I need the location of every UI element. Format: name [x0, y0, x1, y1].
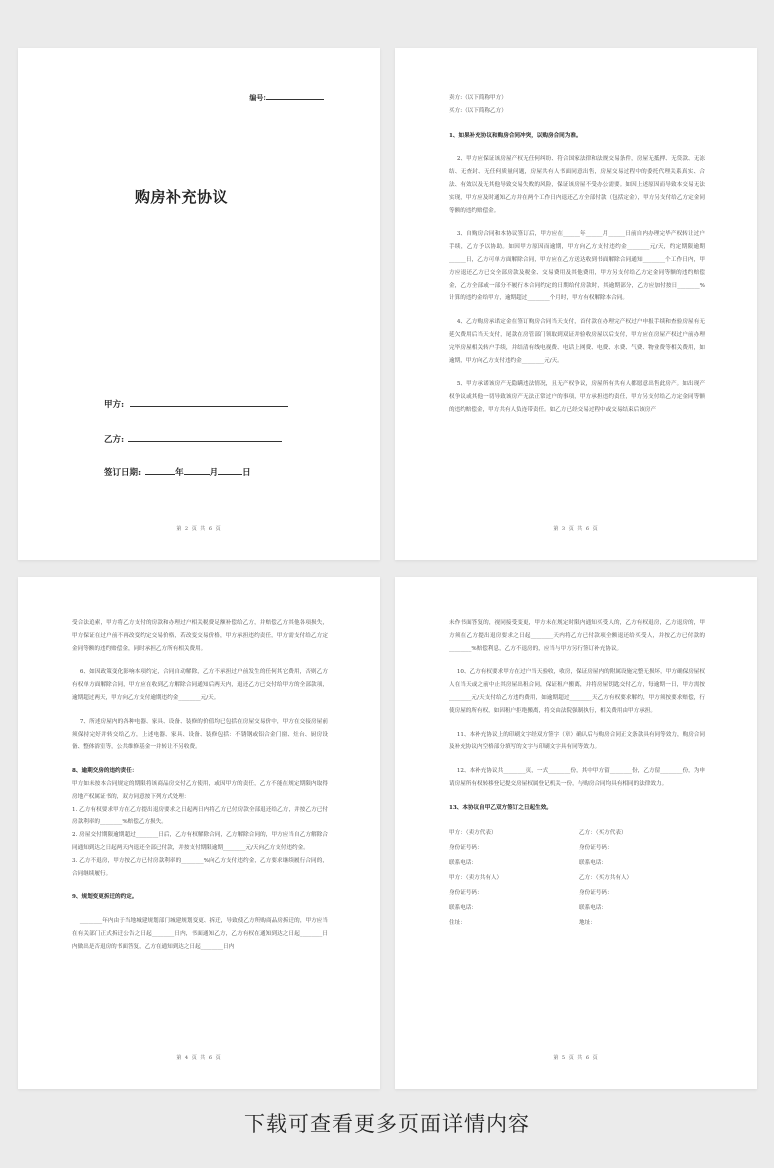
party-b-field — [104, 433, 282, 445]
party-b-line — [128, 433, 282, 442]
sig-buyer-coowner-id: 身份证号码： — [579, 889, 613, 896]
party-b-label: 乙方: — [104, 435, 125, 445]
sig-seller-coowner: 甲方：（卖方共有人） — [449, 874, 503, 881]
clause-8-intro: 甲方如未按本合同规定的期限将该商品房交付乙方使用，或因甲方的责任，乙方不能在规定期限内取得房地产权属证书的，双方同意按下列方式处理： — [72, 780, 328, 800]
page-body — [72, 617, 328, 965]
page-footer: 第 5 页 共 6 页 — [553, 1055, 599, 1061]
clause-9-body: ________年内由于当地城建规划部门城建规划变更、拆迁，导致使乙方所购商品房拆迁的，甲方应当在有关部门正式拆迁公告之日起________日内，书面通知乙方，乙方有权在通知到达之日起________日内做出是否退房的书面答复，乙方在通知到达之日起________日内 — [72, 918, 328, 950]
document-page-cover — [18, 48, 380, 560]
page-footer: 第 4 页 共 6 页 — [176, 1055, 222, 1061]
page-footer: 第 2 页 共 6 页 — [176, 526, 222, 532]
clause-1: 1、如果补充协议和购房合同冲突，以购房合同为准。 — [449, 132, 582, 139]
sig-buyer-address: 地址： — [579, 919, 596, 926]
clause-11: 11、本补充协议上的印刷文字经双方签字（章）确认后与购房合同正文条款具有同等效力，购房合同及补充协议内空格部分填写的文字与印刷文字具有同等效力。 — [449, 731, 705, 751]
sig-buyer-rep: 乙方：（买方代表） — [579, 829, 627, 836]
clause-9-continued: 未作书面答复的，视同接受变更，甲方未在规定时限内通知买受人的，乙方有权退房，乙方退房的，甲方须在乙方提出退房要求之日起________天内将乙方已付款项全额退还给买受人，并按乙方已付款的________%赔偿利息，乙方不退房的，应当与甲方另行签订补充协议。 — [449, 620, 705, 652]
month-line — [184, 466, 210, 475]
sig-seller-address: 住址： — [449, 919, 466, 926]
clause-8-item-1: 1. 乙方有权要求甲方在乙方提出退房要求之日起两日内将乙方已付房款全部退还给乙方，并按乙方已付房款利率的________%赔偿乙方损失。 — [72, 806, 328, 826]
year-line — [145, 466, 175, 475]
page-body — [449, 92, 705, 428]
document-page-3 — [18, 577, 380, 1089]
document-page-2 — [395, 48, 757, 560]
sign-date-label: 签订日期: — [104, 468, 142, 478]
signature-block — [449, 826, 705, 931]
clause-5-continued: 受合法追索，甲方将乙方支付的房款和办理过户相关税费足额补偿给乙方，并赔偿乙方其他各项损失，甲方保证在过户前不再改变约定交易价格，若改变交易价格，甲方承担违约责任，甲方需支付给乙方定金同等额的违约赔偿金，同时承担乙方所有相关费用。 — [72, 620, 328, 652]
page-footer: 第 3 页 共 6 页 — [553, 526, 599, 532]
sig-seller-rep: 甲方：（卖方代表） — [449, 829, 497, 836]
clause-7: 7、所述房屋内的各种电器、家具、设备、装修的价值均已包括在房屋交易价中，甲方在交接房屋前须保持完好并转交给乙方，上述电器、家具、设备、装修包括：不锈钢或铝合金门窗、灶台、厨房设备、整体浴室等，公共维修基金一并转让不另收费。 — [72, 718, 328, 751]
sig-seller-id: 身份证号码： — [449, 844, 483, 851]
clause-2: 2、甲方应保证该房屋产权无任何纠纷、符合国家法律和法规交易条件，房屋无抵押、无贷款、无冻结、无查封、无任何质量问题，房屋共有人书面同意出售，房屋交易过程中的委托代理关系真实、合法、有效以及无其他导致交易失败的风险，保证该房屋不受办公需要。如因上述原因而导致本交易无法实现，甲方应及时通知乙方并在两个工作日内退还乙方全部付款（包括定金），甲方另支付给乙方定金同等额的违约赔偿金。 — [449, 156, 705, 214]
clause-13: 13、本协议自甲乙双方签订之日起生效。 — [449, 804, 552, 811]
sig-seller-coowner-phone: 联系电话： — [449, 904, 477, 911]
sig-buyer-coowner: 乙方：（买方共有人） — [579, 874, 633, 881]
clause-8-heading: 8、逾期交房的违约责任： — [72, 768, 138, 775]
document-title: 购房补充协议 — [135, 188, 229, 206]
buyer-line: 买方:（以下简称乙方） — [449, 107, 507, 114]
year-label: 年 — [175, 468, 184, 478]
party-a-field — [104, 398, 288, 410]
contract-number-line — [266, 93, 324, 100]
page-body — [449, 617, 705, 931]
clause-8-item-2: 2. 房屋交付期限逾期超过________日后，乙方有权解除合同，乙方解除合同的，甲方应当自乙方解除合同通知到达之日起两天内退还全部已付款，并按支付期限逾期________元/天向乙方支付违约金。 — [72, 832, 328, 851]
clause-3: 3、自购房合同和本协议签订后，甲方应在______年______月______日前自内办理完毕产权转让过户手续，乙方予以协助。如因甲方原因而逾期，甲方向乙方支付违约金________元/天，约定期限逾期______日，乙方可单方面解除合同，甲方应在乙方送达收到书面解除合同通知________个工作日内，甲方应退还乙方已交全部房款及税金、交易费用及其他费用，甲方另支付给乙方定金同等额的违约赔偿金，乙方全部或一部分不履行本合同约定的日期给付房款时，其逾期部分，乙方应加付按日________%计算的违约金给甲方，逾期超过________个月时，甲方有权解除本合同。 — [449, 231, 705, 302]
clause-8-item-3: 3. 乙方不退房，甲方按乙方已付房款利率的________%向乙方支付违约金，乙方要求继续履行合同的，合同继续履行。 — [72, 857, 328, 877]
month-label: 月 — [209, 468, 219, 478]
download-caption: 下载可查看更多页面详情内容 — [244, 1112, 530, 1136]
clause-12: 12、本补充协议共________页，一式________份，其中甲方留________份，乙方留________份，为申请房屋所有权转移登记提交房屋权属登记机关一份，与购房合同均具有相同的法律效力。 — [449, 768, 705, 787]
clause-10: 10、乙方有权要求甲方在过户当天验收，收房，保证房屋内的附属设施完整无损坏，甲方确保房屋权人在当天或之前中止其房屋出租合同，保证租户搬离，并将房屋钥匙交付乙方，每逾期一日，甲方需按________元/天支付给乙方违约费用，如逾期超过________天乙方有权要求解约，甲方须按要求赔偿，行使房屋的所有权，如因租户拒绝搬离，将交由法院强制执行，相关费用由甲方承担。 — [449, 669, 705, 714]
seller-line: 卖方:（以下简称甲方） — [449, 95, 507, 101]
clause-4: 4、乙方购房承诺定金在签订购房合同当天支付，首付款在办理完产权过户申报手续和查验房屋有无延欠费用后当天支付，尾款在房管部门领取到双证并验收房屋以后支付，甲方应在房屋产权过户前办理完毕房屋相关转户手续，并结清有线电视费、电话上网费、电费、水费、气费、物业费等相关费用，如逾期，甲方向乙方支付违约金________元/天。 — [449, 319, 705, 364]
party-a-label: 甲方: — [104, 400, 125, 410]
clause-9-heading: 9、规划变更拆迁的约定。 — [72, 894, 138, 901]
day-line — [218, 466, 242, 475]
sign-date-field — [104, 466, 251, 478]
sig-buyer-phone: 联系电话： — [579, 859, 607, 866]
document-page-4 — [395, 577, 757, 1089]
sig-seller-phone: 联系电话： — [449, 859, 477, 866]
clause-5: 5、甲方承诺该房产无隐瞒违法情况，且无产权争议，房屋所有共有人都愿意出售此房产。如出现产权争议或其他一切导致该房产无法正常过户的事项，甲方承担违约责任，甲方另支付给乙方定金同等额的违约赔偿金，甲方共有人负连带责任。如乙方已经交易过程中或交易结束后该房产 — [449, 381, 705, 413]
clause-6: 6、如因政策变化影响本项约定，合同自动解除，乙方不承担过户前发生的任何其它费用，否则乙方有权单方面解除合同，甲方应在收到乙方解除合同通知后两天内，退还乙方已交付给甲方的全部款项，逾期超过两天，甲方向乙方支付逾期违约金________元/天。 — [72, 669, 328, 701]
day-label: 日 — [242, 468, 251, 478]
sig-seller-coowner-id: 身份证号码： — [449, 889, 483, 896]
sig-buyer-id: 身份证号码： — [579, 844, 613, 851]
sig-buyer-coowner-phone: 联系电话： — [579, 904, 607, 911]
contract-number-label: 编号: — [249, 93, 266, 102]
contract-number-field — [249, 93, 324, 103]
party-a-line — [130, 398, 288, 407]
